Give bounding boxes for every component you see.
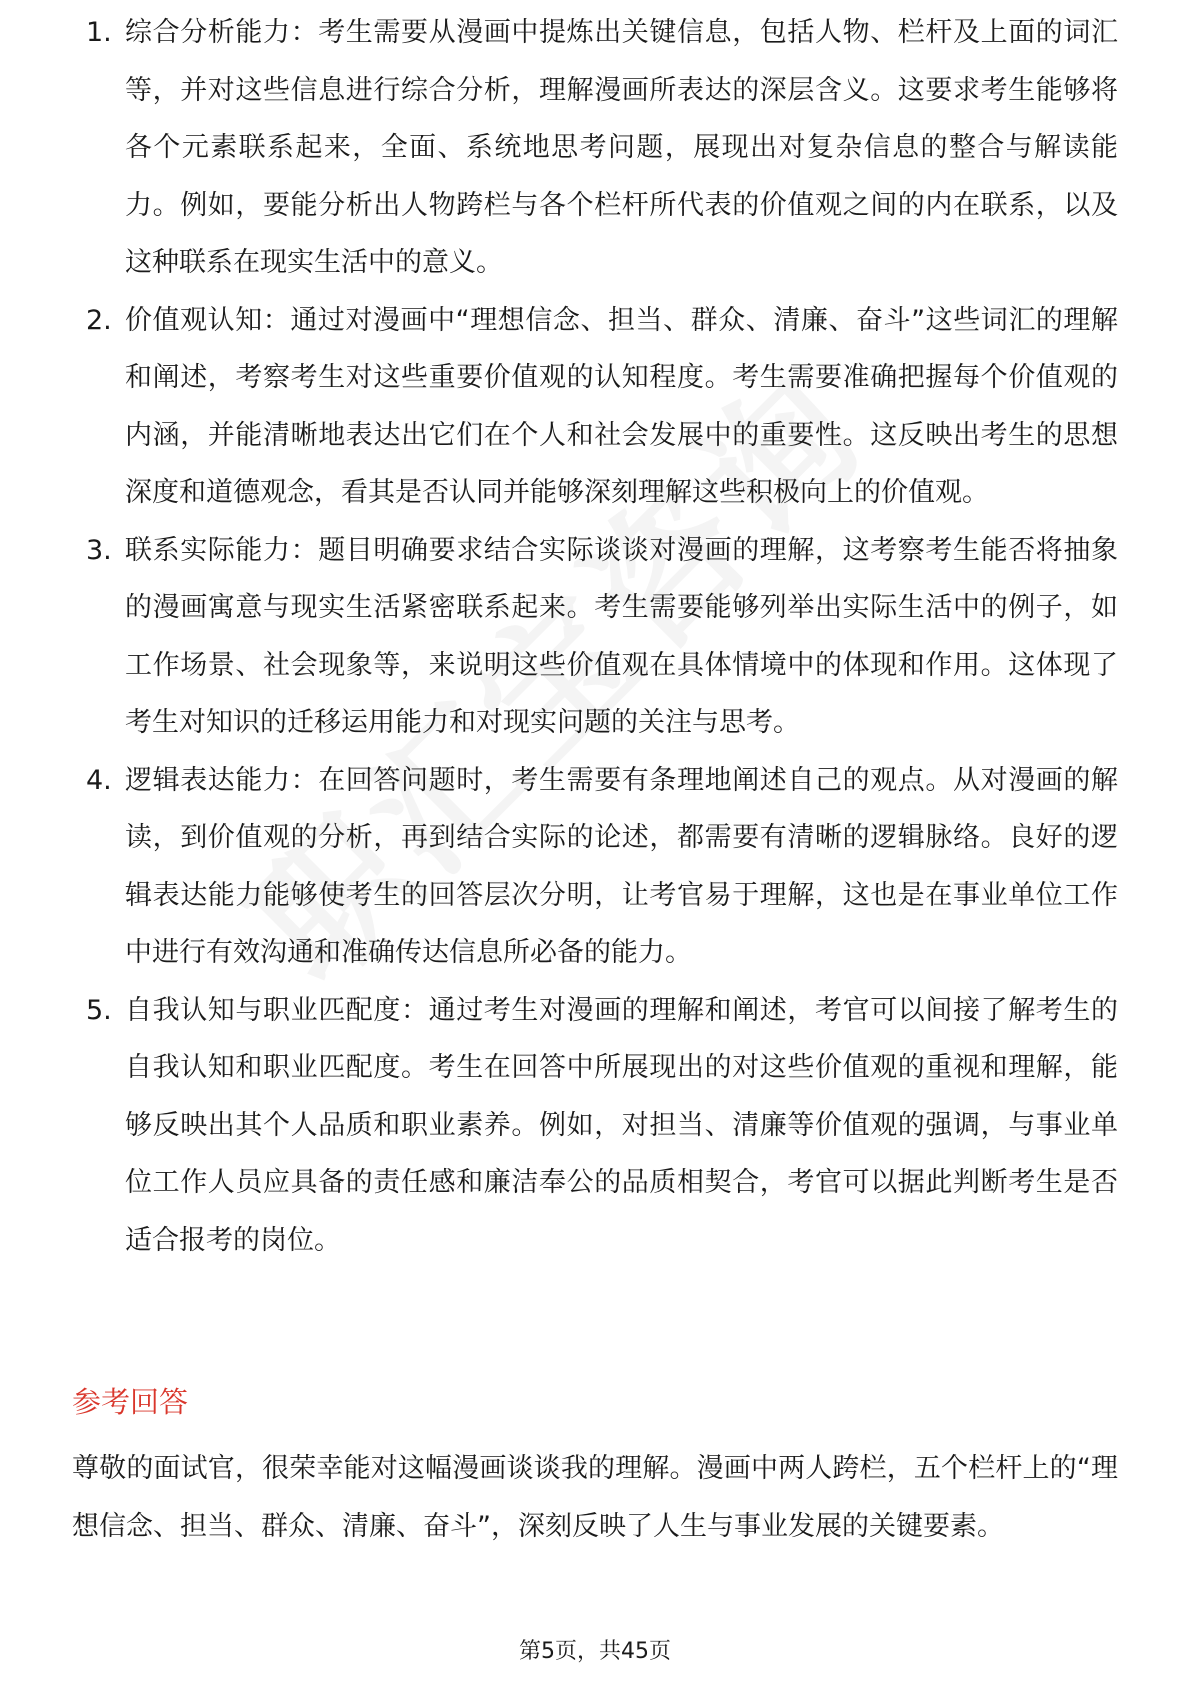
- list-item-number: 1.: [86, 17, 112, 48]
- list-item-number: 4.: [86, 764, 112, 796]
- list-item-text: 自我认知与职业匹配度：通过考生对漫画的理解和阐述，考官可以间接了解考生的自我认知和职业匹配度。考生在回答中所展现出的对这些价值观的重视和理解，能够反映出其个人品质和职业素养。例如，对担当、清廉等价值观的强调，与事业单位工作人员应具备的责任感和廉洁奉公的品质相契合，考官可以据此判断考生是否适合报考的岗位。: [125, 994, 1118, 1256]
- list-item: [72, 752, 1118, 982]
- list-item-text: 综合分析能力：考生需要从漫画中提炼出关键信息，包括人物、栏杆及上面的词汇等，并对这些信息进行综合分析，理解漫画所表达的深层含义。这要求考生能够将各个元素联系起来，全面、系统地思考问题，展现出对复杂信息的整合与解读能力。例如，要能分析出人物跨栏与各个栏杆所代表的价值观之间的内在联系，以及这种联系在现实生活中的意义。: [125, 17, 1118, 278]
- list-item-number: 5.: [86, 994, 112, 1026]
- list-item: [72, 522, 1118, 752]
- list-item-number: 2.: [86, 304, 112, 336]
- list-item-text: 逻辑表达能力：在回答问题时，考生需要有条理地阐述自己的观点。从对漫画的解读，到价值观的分析，再到结合实际的论述，都需要有清晰的逻辑脉络。良好的逻辑表达能力能够使考生的回答层次分明，让考官易于理解，这也是在事业单位工作中进行有效沟通和准确传达信息所必备的能力。: [125, 764, 1118, 968]
- list-item: [72, 982, 1118, 1270]
- reference-answer-text: 尊敬的面试官，很荣幸能对这幅漫画谈谈我的理解。漫画中两人跨栏，五个栏杆上的“理想信念、担当、群众、清廉、奋斗”，深刻反映了人生与事业发展的关键要素。: [72, 1453, 1118, 1542]
- page-number: 第5页，共45页: [519, 1639, 671, 1664]
- list-item-number: 3.: [86, 534, 112, 566]
- reference-answer-heading: 参考回答: [72, 1385, 189, 1419]
- analysis-list: [72, 17, 1118, 1269]
- list-item-text: 价值观认知：通过对漫画中“理想信念、担当、群众、清廉、奋斗”这些词汇的理解和阐述，考察考生对这些重要价值观的认知程度。考生需要准确把握每个价值观的内涵，并能清晰地表达出它们在个人和社会发展中的重要性。这反映出考生的思想深度和道德观念，看其是否认同并能够深刻理解这些积极向上的价值观。: [125, 304, 1118, 508]
- list-item-text: 联系实际能力：题目明确要求结合实际谈谈对漫画的理解，这考察考生能否将抽象的漫画寓意与现实生活紧密联系起来。考生需要能够列举出实际生活中的例子，如工作场景、社会现象等，来说明这些价值观在具体情境中的体现和作用。这体现了考生对知识的迁移运用能力和对现实问题的关注与思考。: [125, 534, 1118, 738]
- list-item: [72, 292, 1118, 522]
- list-item: [72, 4, 1118, 292]
